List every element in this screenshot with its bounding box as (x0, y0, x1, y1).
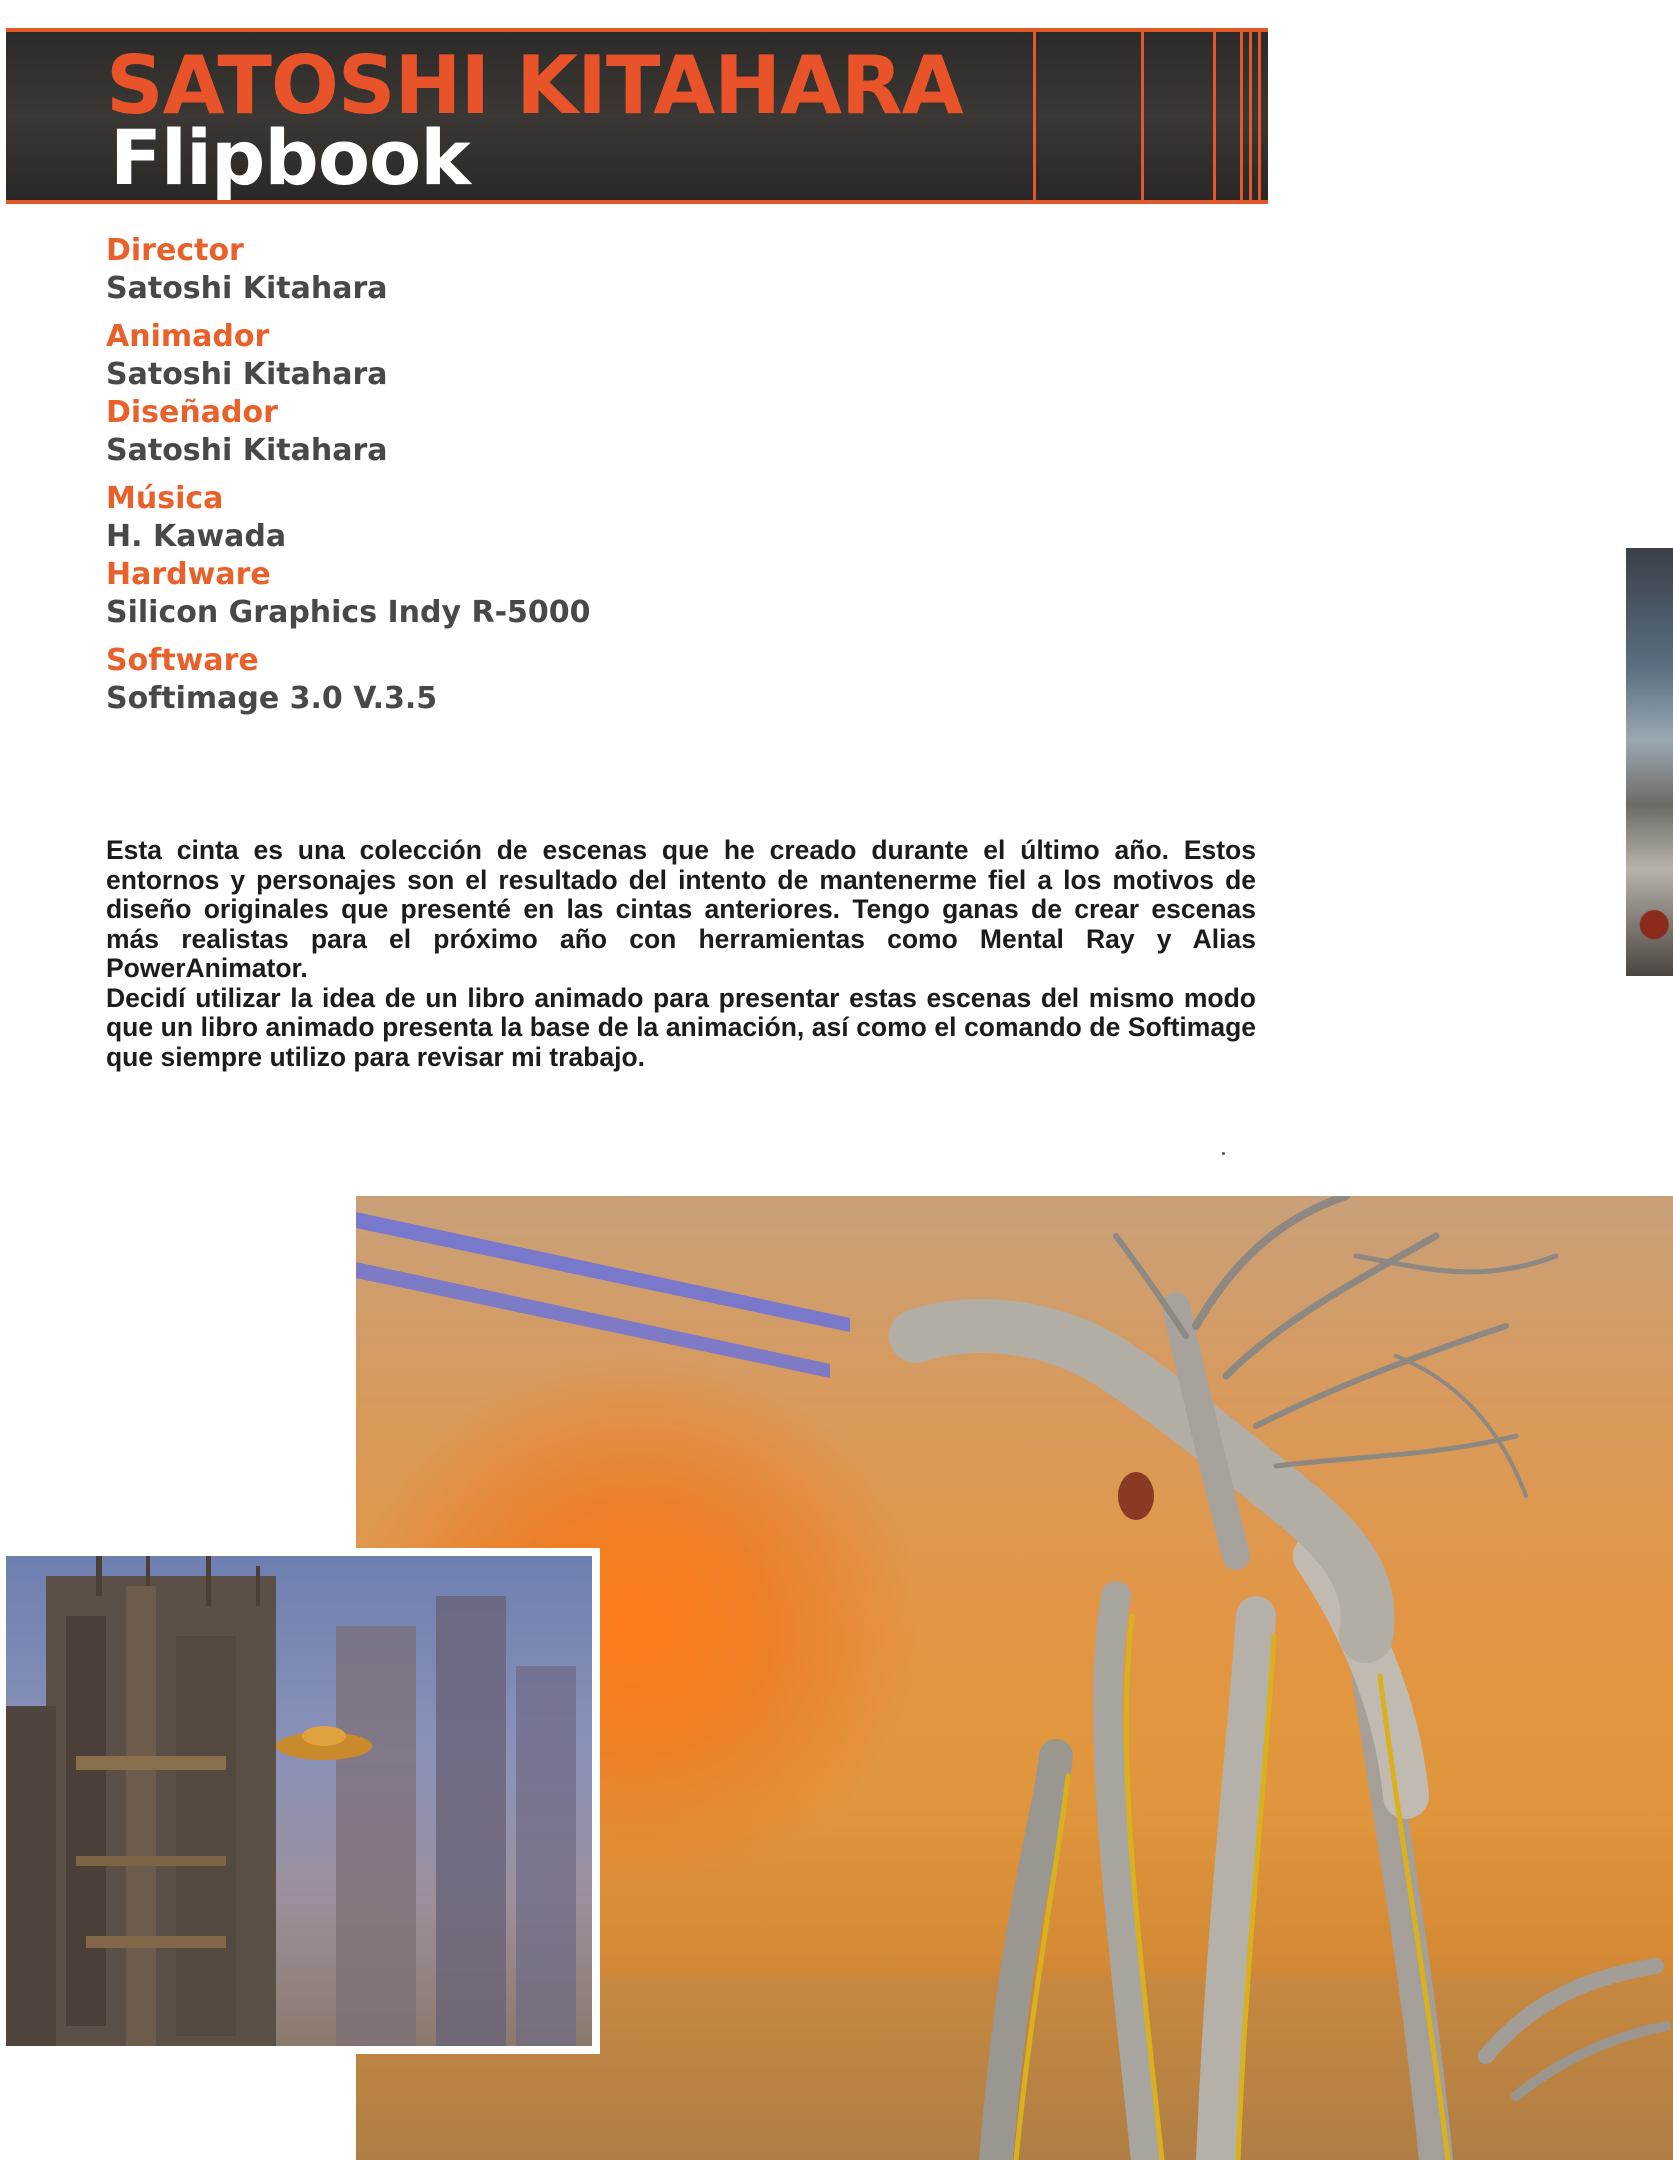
credit-role: Música (106, 481, 224, 516)
adjacent-page-image (1626, 548, 1673, 976)
work-title: Flipbook (110, 113, 470, 202)
credit-role: Director (106, 233, 244, 268)
credit-name: Satoshi Kitahara (106, 357, 388, 392)
city-illustration (6, 1556, 592, 2046)
description-paragraph: Decidí utilizar la idea de un libro animado para presentar estas escenas del mismo modo que un libro animado presenta la base de la animación, así como el comando de Softimage que siempre utilizo para revisar mi trabajo. (106, 982, 1256, 1072)
banner-rule (1258, 32, 1261, 200)
print-speck (1222, 1152, 1225, 1155)
credit-software (106, 642, 806, 718)
credit-designer (106, 394, 806, 470)
credit-name: Satoshi Kitahara (106, 433, 388, 468)
banner-rule (1141, 32, 1144, 200)
artist-name: SATOSHI KITAHARA (106, 39, 963, 132)
description (106, 836, 1256, 1072)
credit-hardware (106, 556, 806, 632)
credit-name: Silicon Graphics Indy R-5000 (106, 595, 591, 630)
banner-rule (1249, 32, 1252, 200)
banner-rule (1213, 32, 1216, 200)
description-paragraph: Esta cinta es una colección de escenas que he creado durante el último año. Estos entornos y personajes son el resultado del intento de mantenerme fiel a los motivos de diseño originales que presenté en las cintas anteriores. Tengo ganas de crear escenas más realistas para el próximo año con herramientas como Mental Ray y Alias PowerAnimator. (106, 835, 1256, 983)
credit-animator (106, 318, 806, 394)
credit-role: Software (106, 643, 259, 678)
credit-name: H. Kawada (106, 519, 287, 554)
credit-role: Animador (106, 319, 270, 354)
inset-render-image (0, 1548, 600, 2054)
header-banner (6, 28, 1268, 204)
credit-role: Hardware (106, 557, 271, 592)
banner-rule (1033, 32, 1036, 200)
credit-name: Softimage 3.0 V.3.5 (106, 681, 438, 716)
credits-list (106, 232, 806, 728)
credit-music (106, 480, 806, 556)
banner-rule (1240, 32, 1243, 200)
credit-role: Diseñador (106, 395, 278, 430)
credit-name: Satoshi Kitahara (106, 271, 388, 306)
credit-director (106, 232, 806, 308)
